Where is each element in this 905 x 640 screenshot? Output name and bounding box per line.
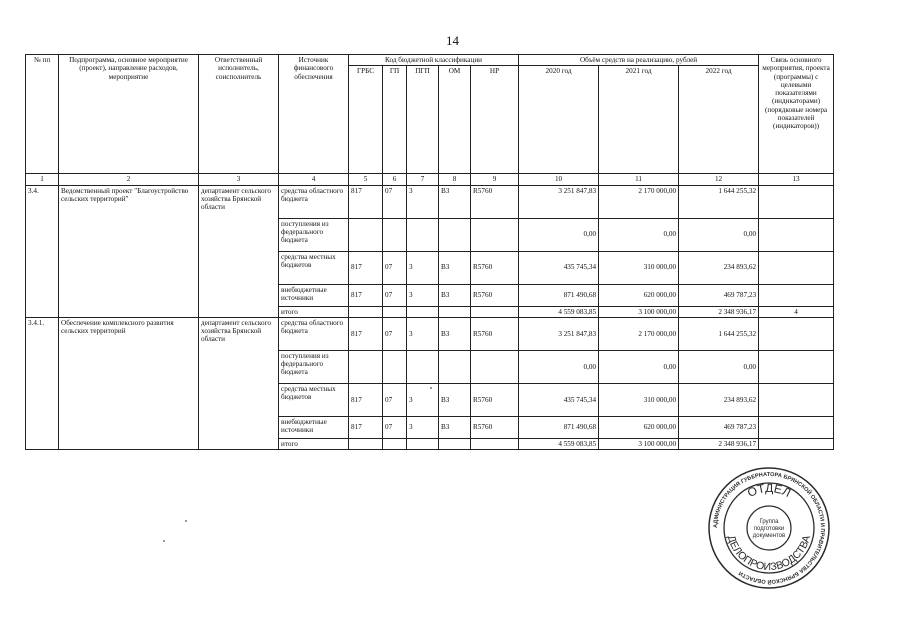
row-source: средства местных бюджетов (279, 383, 349, 416)
row-y2021: 0,00 (599, 218, 679, 251)
page-number: 14 (446, 33, 459, 48)
row-gp: 07 (383, 185, 407, 218)
row-y2022: 1 644 255,32 (679, 317, 759, 350)
row-pgp (407, 350, 439, 383)
row-nr: R5760 (471, 416, 519, 438)
row-gp (383, 350, 407, 383)
total-y2020: 4 559 083,85 (519, 438, 599, 449)
row-nr (471, 218, 519, 251)
budget-table (25, 54, 834, 450)
col-number: 8 (439, 174, 471, 185)
total-y2022: 2 348 936,17 (679, 306, 759, 317)
scan-speck (163, 540, 165, 542)
table-row (26, 185, 834, 218)
table-body (26, 185, 834, 450)
row-gp (383, 218, 407, 251)
header-responsible: Ответственный исполнитель, соисполнитель (199, 55, 279, 174)
row-gp: 07 (383, 383, 407, 416)
row-link (759, 185, 834, 218)
total-y2022: 2 348 936,17 (679, 438, 759, 449)
row-number: 3.4. (26, 185, 59, 317)
row-link (759, 317, 834, 350)
row-om: В3 (439, 416, 471, 438)
row-grbs: 817 (349, 251, 383, 284)
row-pgp: 3 (407, 185, 439, 218)
row-link (759, 383, 834, 416)
stamp-center-line1: Группа (759, 519, 779, 525)
row-source: внебюджетные источники (279, 416, 349, 438)
col-number: 11 (599, 174, 679, 185)
row-y2021: 310 000,00 (599, 251, 679, 284)
row-y2022: 234 893,62 (679, 383, 759, 416)
row-name: Обеспечение комплексного развития сельских территорий (59, 317, 199, 449)
row-y2021: 2 170 000,00 (599, 317, 679, 350)
row-source: внебюджетные источники (279, 284, 349, 306)
header-om: ОМ (439, 66, 471, 174)
row-y2021: 620 000,00 (599, 284, 679, 306)
row-pgp: 3 (407, 317, 439, 350)
row-source: средства областного бюджета (279, 185, 349, 218)
row-name: Ведомственный проект "Благоустройство сельских территорий" (59, 185, 199, 317)
row-grbs (349, 350, 383, 383)
col-number: 4 (279, 174, 349, 185)
row-link (759, 350, 834, 383)
row-nr: R5760 (471, 284, 519, 306)
total-y2021: 3 100 000,00 (599, 438, 679, 449)
column-numbers-row (26, 174, 834, 185)
row-y2022: 0,00 (679, 350, 759, 383)
header-volume-group: Объём средств на реализацию, рублей (519, 55, 759, 66)
col-number: 9 (471, 174, 519, 185)
row-y2022: 234 893,62 (679, 251, 759, 284)
row-nr: R5760 (471, 317, 519, 350)
row-responsible: департамент сельского хозяйства Брянской области (199, 185, 279, 317)
col-number: 13 (759, 174, 834, 185)
row-om: В3 (439, 251, 471, 284)
row-link (759, 284, 834, 306)
row-nr: R5760 (471, 185, 519, 218)
col-number: 2 (59, 174, 199, 185)
row-y2020: 0,00 (519, 218, 599, 251)
header-year-2021: 2021 год (599, 66, 679, 174)
row-responsible: департамент сельского хозяйства Брянской области (199, 317, 279, 449)
row-link (759, 416, 834, 438)
col-number: 6 (383, 174, 407, 185)
row-gp: 07 (383, 416, 407, 438)
row-link (759, 218, 834, 251)
row-y2020: 871 490,68 (519, 284, 599, 306)
row-pgp: 3 (407, 416, 439, 438)
row-om (439, 350, 471, 383)
stamp-center-line3: документов (752, 533, 786, 539)
row-om: В3 (439, 383, 471, 416)
row-om: В3 (439, 317, 471, 350)
row-y2022: 1 644 255,32 (679, 185, 759, 218)
header-source: Источник финансового обеспечения (279, 55, 349, 174)
row-pgp: 3 (407, 251, 439, 284)
row-y2020: 435 745,34 (519, 383, 599, 416)
header-code-group: Код бюджетной классификации (349, 55, 519, 66)
row-grbs: 817 (349, 284, 383, 306)
total-link: 4 (759, 306, 834, 317)
table-row (26, 317, 834, 350)
row-y2022: 469 787,23 (679, 416, 759, 438)
row-y2020: 3 251 847,83 (519, 185, 599, 218)
row-number: 3.4.1. (26, 317, 59, 449)
row-om (439, 218, 471, 251)
header-num: № пп (26, 55, 59, 174)
col-number: 7 (407, 174, 439, 185)
row-y2020: 3 251 847,83 (519, 317, 599, 350)
row-y2021: 2 170 000,00 (599, 185, 679, 218)
row-source: средства местных бюджетов (279, 251, 349, 284)
row-y2020: 0,00 (519, 350, 599, 383)
row-pgp: 3 (407, 284, 439, 306)
row-y2021: 0,00 (599, 350, 679, 383)
total-y2020: 4 559 083,85 (519, 306, 599, 317)
row-link (759, 251, 834, 284)
total-link (759, 438, 834, 449)
header-name: Подпрограмма, основное мероприятие (проект), направление расходов, мероприятие (59, 55, 199, 174)
scan-speck (185, 520, 187, 522)
row-y2020: 871 490,68 (519, 416, 599, 438)
row-y2022: 0,00 (679, 218, 759, 251)
row-grbs: 817 (349, 317, 383, 350)
row-y2021: 620 000,00 (599, 416, 679, 438)
col-number: 5 (349, 174, 383, 185)
row-source: поступления из федерального бюджета (279, 350, 349, 383)
official-stamp (707, 466, 831, 590)
col-number: 12 (679, 174, 759, 185)
row-nr: R5760 (471, 383, 519, 416)
row-om: В3 (439, 185, 471, 218)
row-grbs: 817 (349, 416, 383, 438)
row-grbs: 817 (349, 185, 383, 218)
header-pgp: ПГП (407, 66, 439, 174)
row-gp: 07 (383, 284, 407, 306)
row-y2020: 435 745,34 (519, 251, 599, 284)
row-y2021: 310 000,00 (599, 383, 679, 416)
stamp-upper-word: ОТДЕЛ (745, 480, 794, 501)
col-number: 10 (519, 174, 599, 185)
total-label: итого (279, 306, 349, 317)
header-link: Связь основного мероприятия, проекта (программы) с целевыми показателями (индикаторами) (порядковые номера показателей (индикаторов)) (759, 55, 834, 174)
col-number: 3 (199, 174, 279, 185)
row-source: поступления из федерального бюджета (279, 218, 349, 251)
row-pgp: 3 (407, 383, 439, 416)
row-grbs (349, 218, 383, 251)
header-nr: НР (471, 66, 519, 174)
row-source: средства областного бюджета (279, 317, 349, 350)
header-year-2020: 2020 год (519, 66, 599, 174)
row-pgp (407, 218, 439, 251)
total-y2021: 3 100 000,00 (599, 306, 679, 317)
stamp-outer-text: АДМИНИСТРАЦИЯ ГУБЕРНАТОРА БРЯНСКОЙ ОБЛАСТИ И ПРАВИТЕЛЬСТВА БРЯНСКОЙ ОБЛАСТИ (712, 471, 826, 585)
row-om: В3 (439, 284, 471, 306)
stamp-center-line2: подготовки (753, 526, 785, 532)
header-gp: ГП (383, 66, 407, 174)
stamp-lower-word: ДЕЛОПРОИЗВОДСТВА (724, 533, 814, 574)
header-year-2022: 2022 год (679, 66, 759, 174)
row-nr (471, 350, 519, 383)
col-number: 1 (26, 174, 59, 185)
row-gp: 07 (383, 317, 407, 350)
total-label: итого (279, 438, 349, 449)
row-grbs: 817 (349, 383, 383, 416)
table-header (26, 55, 834, 186)
row-gp: 07 (383, 251, 407, 284)
row-nr: R5760 (471, 251, 519, 284)
header-grbs: ГРБС (349, 66, 383, 174)
row-y2022: 469 787,23 (679, 284, 759, 306)
scan-speck (430, 387, 432, 389)
